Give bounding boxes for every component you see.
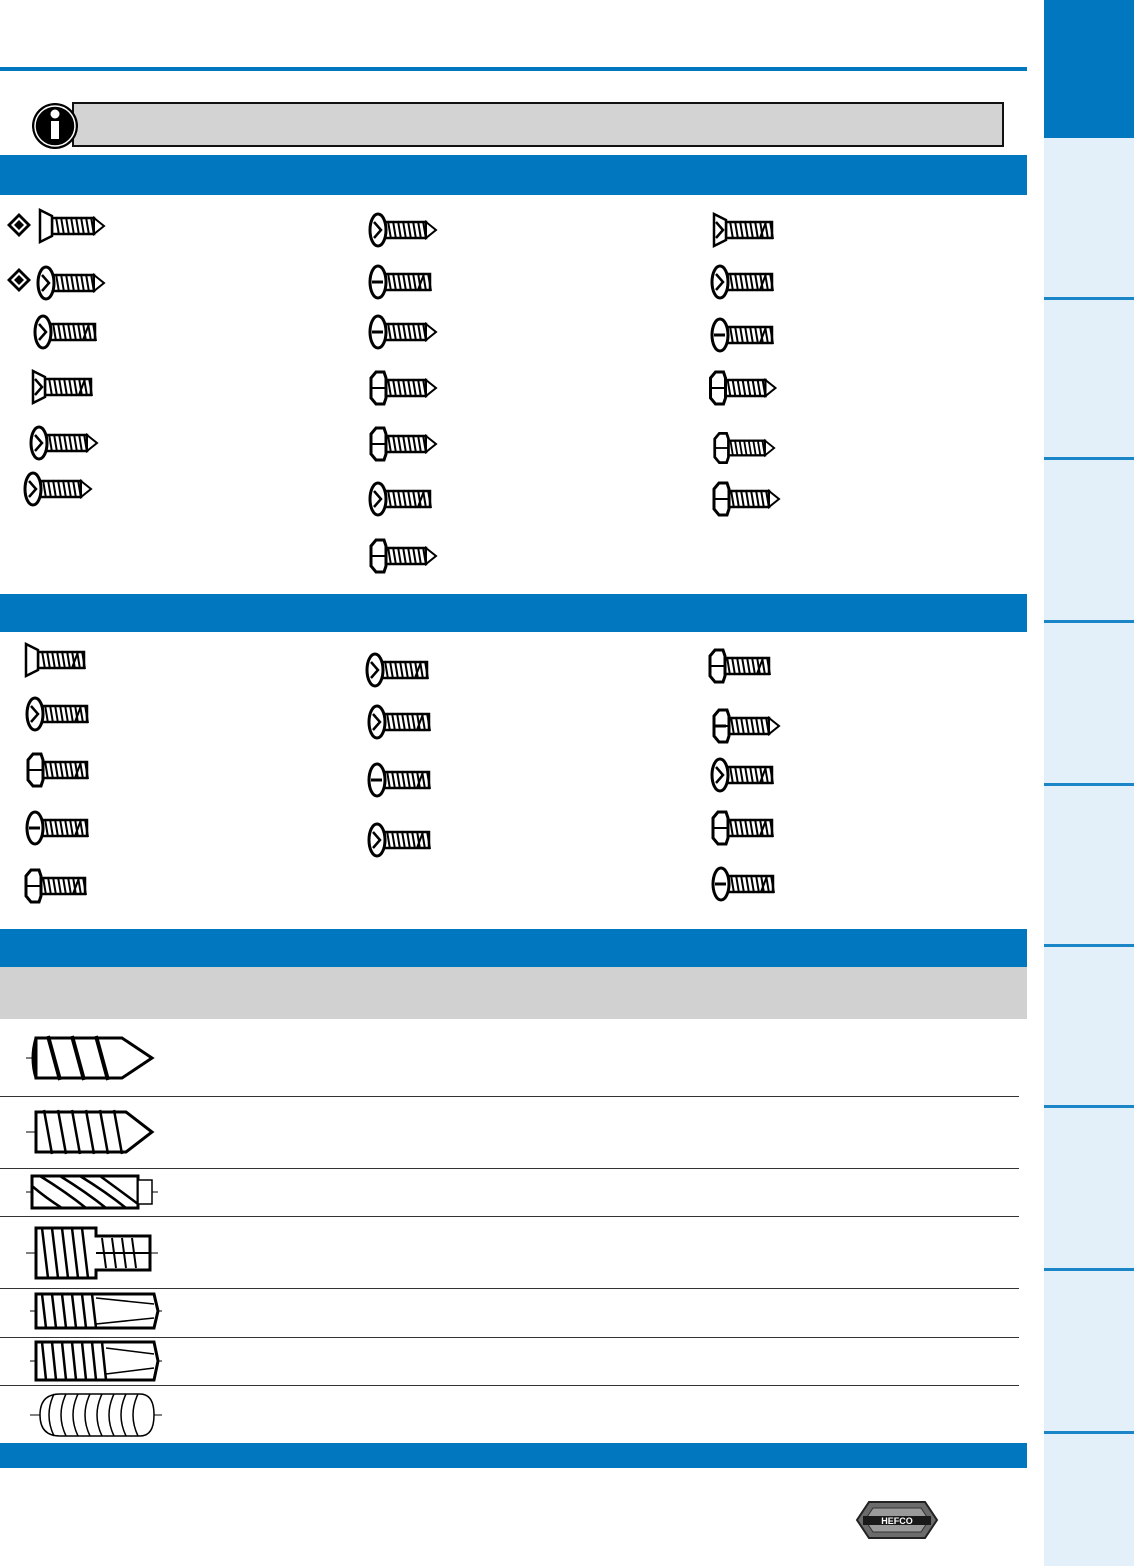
knurled-insert-icon xyxy=(26,1172,160,1212)
hex-washer-machine-screw-icon xyxy=(700,646,784,686)
hex-flange-screw-icon xyxy=(708,479,784,519)
pan-head-slotted-screw-icon xyxy=(705,315,785,355)
section-band-inserts xyxy=(0,929,1027,967)
slotted-hex-washer-screw-icon xyxy=(708,706,784,746)
hex-washer-thread-cutting-screw-icon xyxy=(706,808,784,848)
self-tapping-insert-icon xyxy=(30,1338,164,1384)
header-rule xyxy=(0,67,1027,71)
pan-head-phillips-screw-icon xyxy=(30,312,106,352)
oval-head-machine-screw-icon xyxy=(362,650,438,690)
side-tab-1[interactable] xyxy=(1044,0,1134,138)
section-band-tapping-screws xyxy=(0,155,1027,195)
row-divider xyxy=(0,1096,1019,1097)
side-tab-2[interactable] xyxy=(1044,138,1134,298)
flat-head-phillips-screw-icon xyxy=(705,210,785,250)
pan-head-thread-cutting-screw-icon xyxy=(365,820,439,860)
info-icon xyxy=(30,101,80,151)
pan-head-machine-screw-icon xyxy=(365,702,439,742)
pan-head-thread-cutting-screw-icon xyxy=(706,755,784,795)
pan-head-thread-rolling-screw-icon xyxy=(22,694,98,734)
helical-coil-insert-icon xyxy=(30,1390,164,1440)
hex-head-screw-icon xyxy=(365,424,441,464)
truss-head-phillips-screw-icon xyxy=(20,469,96,509)
flat-head-machine-screw-icon xyxy=(18,640,96,680)
hefco-logo xyxy=(855,1500,939,1540)
pan-head-phillips-screw-icon xyxy=(365,479,441,519)
round-head-slotted-screw-icon xyxy=(365,312,441,352)
side-tab-10[interactable] xyxy=(1044,1434,1134,1566)
hex-washer-head-screw-icon xyxy=(700,368,785,408)
self-tapping-insert-icon xyxy=(30,1290,164,1332)
oval-head-phillips-screw-icon xyxy=(22,423,106,463)
hex-flange-screw-icon xyxy=(712,428,776,468)
flat-head-phillips-screw-icon xyxy=(22,367,106,407)
inserts-table-header xyxy=(0,967,1027,1019)
hex-washer-head-screw-icon xyxy=(365,368,441,408)
pan-head-tapping-screw-icon xyxy=(36,263,106,303)
slotted-machine-screw-icon xyxy=(365,760,439,800)
coarse-thread-insert-icon xyxy=(26,1030,156,1086)
side-tab-7[interactable] xyxy=(1044,947,1134,1105)
slotted-thread-cutting-screw-icon xyxy=(22,808,98,848)
side-tab-6[interactable] xyxy=(1044,786,1134,944)
row-divider xyxy=(0,1288,1019,1289)
side-tab-9[interactable] xyxy=(1044,1271,1134,1431)
row-divider xyxy=(0,1216,1019,1217)
oval-head-slotted-screw-icon xyxy=(365,262,441,302)
fine-thread-insert-icon xyxy=(26,1106,156,1158)
oval-head-phillips-screw-icon xyxy=(365,210,441,250)
hex-washer-thread-cutting-screw-icon xyxy=(18,866,98,906)
square-drive-icon xyxy=(4,207,34,247)
section-band-footer xyxy=(0,1443,1027,1467)
side-tab-strip xyxy=(1044,0,1134,1566)
square-drive-icon xyxy=(4,262,34,302)
section-band-thread-forming-screws xyxy=(0,594,1027,632)
flat-head-tapping-screw-icon xyxy=(36,206,106,246)
footer-rule xyxy=(0,1466,1027,1468)
slotted-thread-cutting-screw-icon xyxy=(708,864,784,904)
row-divider xyxy=(0,1385,1019,1386)
side-tab-8[interactable] xyxy=(1044,1108,1134,1268)
slotted-expansion-insert-icon xyxy=(26,1224,160,1282)
pan-head-phillips-screw-icon xyxy=(705,262,785,302)
side-tab-5[interactable] xyxy=(1044,623,1134,783)
info-bar xyxy=(72,102,1004,147)
hex-washer-thread-cutting-screw-icon xyxy=(22,750,98,790)
side-tab-3[interactable] xyxy=(1044,300,1134,457)
side-tab-4[interactable] xyxy=(1044,460,1134,620)
logo-text: HEFCO xyxy=(881,1516,913,1526)
row-divider xyxy=(0,1168,1019,1169)
indented-hex-washer-screw-icon xyxy=(365,536,441,576)
